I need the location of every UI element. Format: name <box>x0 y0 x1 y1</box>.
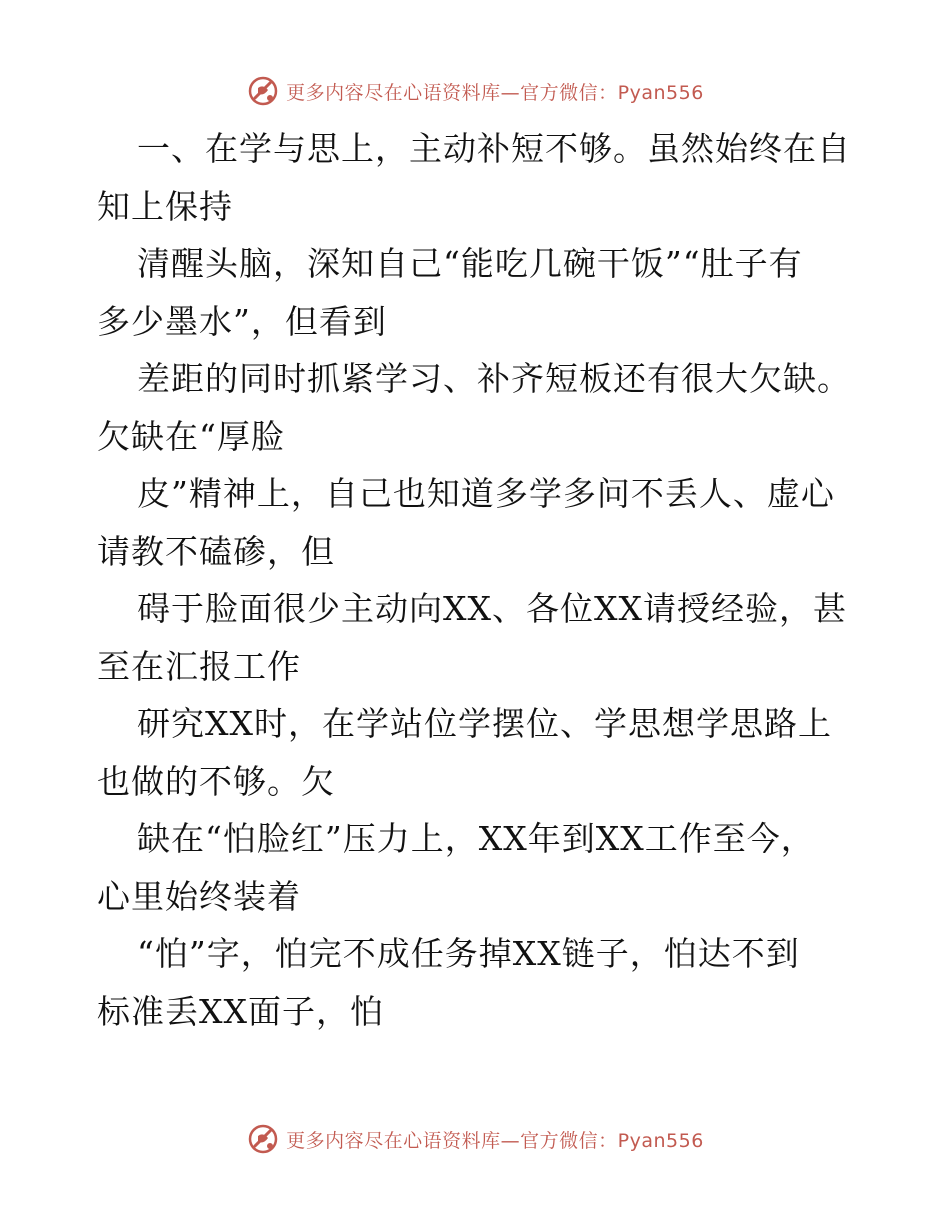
paragraph-line: 清醒头脑，深知自己“能吃几碗干饭”“肚子有 <box>137 244 803 283</box>
watermark-text: 更多内容尽在心语资料库—官方微信：Pyan556 <box>286 81 704 104</box>
paragraph-line: 缺在“怕脸红”压力上，XX年到XX工作至今， <box>137 819 815 858</box>
paragraph-line: 碍于脸面很少主动向XX、各位XX请授经验，甚 <box>137 589 847 628</box>
paragraph-line: 心里始终装着 <box>97 876 301 916</box>
paragraph-line: 一、在学与思上，主动补短不够。虽然始终在自 <box>137 129 851 168</box>
paragraph-line: 知上保持 <box>97 186 233 226</box>
watermark-logo-icon <box>246 74 280 108</box>
document-body <box>97 120 857 1040</box>
paragraph-line: 多少墨水”，但看到 <box>97 301 387 341</box>
paragraph-line: 差距的同时抓紧学习、补齐短板还有很大欠缺。 <box>137 359 851 398</box>
paragraph-line: 标准丢XX面子，怕 <box>97 991 384 1031</box>
paragraph-line: “怕”字，怕完不成任务掉XX链子，怕达不到 <box>137 934 800 973</box>
watermark-logo-icon <box>246 1122 280 1156</box>
paragraph-line: 研究XX时，在学站位学摆位、学思想学思路上 <box>137 704 832 743</box>
paragraph-line: 请教不磕碜，但 <box>97 531 335 571</box>
paragraph-line: 皮”精神上，自己也知道多学多问不丢人、虚心 <box>137 474 835 513</box>
footer-watermark <box>0 1122 950 1156</box>
paragraph-line: 至在汇报工作 <box>97 646 301 686</box>
watermark-text: 更多内容尽在心语资料库—官方微信：Pyan556 <box>286 1129 704 1152</box>
header-watermark <box>0 74 950 108</box>
paragraph-line: 也做的不够。欠 <box>97 761 335 801</box>
paragraph-line: 欠缺在“厚脸 <box>97 416 285 456</box>
